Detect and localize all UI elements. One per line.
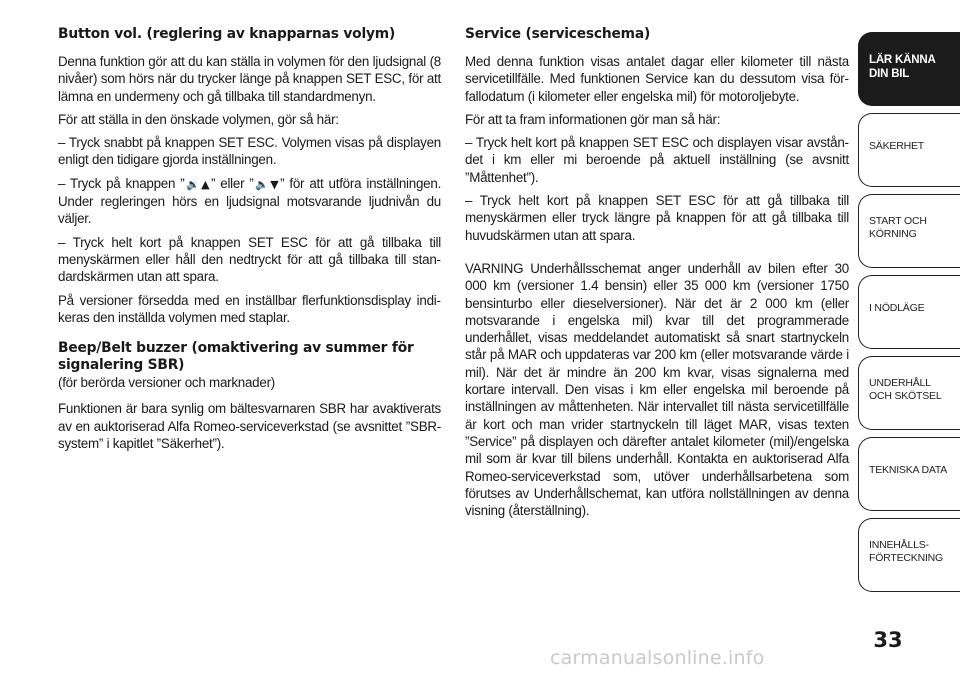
right-column (465, 26, 849, 525)
paragraph: – Tryck helt kort på knappen SET ESC och displayen visar avståndet i km eller mi beroende på aktuell inställning (se avsnitt ”Måttenhet”). (465, 135, 849, 185)
heading-beep-belt-buzzer: Beep/Belt buzzer (omaktivering av summer för signalering SBR) (58, 340, 414, 374)
tab-label: START OCH KÖRNING (869, 215, 927, 240)
text-fragment: ” för att utföra inställningen. Under regleringen hörs en ljudsignal motsvarande ljudnivån du väljer. (58, 175, 442, 227)
tab-label: LÄR KÄNNA DIN BIL (869, 54, 936, 80)
tab-underhall-och-skotsel[interactable] (858, 356, 960, 430)
tab-label: UNDERHÅLL OCH SKÖTSEL (869, 377, 942, 402)
tab-tekniska-data[interactable] (858, 437, 960, 511)
paragraph: – Tryck helt kort på knappen SET ESC för att gå tillbaka till menyskärmen eller håll den nedtryckt för att gå tillbaka till standardskärmen utan att spara. (58, 234, 441, 285)
left-column (58, 26, 441, 458)
page-number: 33 (873, 628, 903, 652)
tab-label: TEKNISKA DATA (869, 464, 948, 476)
heading-button-vol: Button vol. (reglering av knapparnas volym) (58, 26, 396, 42)
paragraph-volume-buttons (58, 175, 441, 228)
tab-i-nodlage[interactable] (858, 275, 960, 349)
paragraph: – Tryck helt kort på knappen SET ESC för att gå tillbaka till menyskärmen eller tryck längre på knappen för att gå tillbaka till huvudskärmen utan att spara. (465, 193, 849, 243)
paragraph: Funktionen är bara synlig om bältesvarnaren SBR har avaktiverats av en auktoriserad Alfa Romeo-serviceverkstad (se avsnittet ”SBR-system” i kapitlet ”Säkerhet”). (58, 401, 441, 452)
paragraph: För att ställa in den önskade volymen, gör så här: (58, 111, 339, 127)
text-fragment: ” eller ” (210, 175, 254, 191)
tab-label: SÄKERHET (869, 140, 924, 152)
tab-innehallsforteckning[interactable] (858, 518, 960, 592)
spacer (465, 250, 849, 260)
speaker-down-icon: 🔈▼ (253, 177, 281, 191)
tab-label: INNEHÅLLS- FÖRTECKNING (869, 539, 944, 564)
chapter-tabs (858, 32, 960, 599)
paragraph-warning: VARNING Underhållsschemat anger underhåll av bilen efter 30 000 km (versioner 1.4 bensin) eller 35 000 km (versioner 1750 bensinturbo eller dieselversioner). När det är 2 000 km (eller motsvarande i engelska mil) kvar till det programmerade underhållet, visas meddelandet automatiskt så snart startnyckeln står på MAR och uppdateras var 200 km (eller motsvarande värde i mil). När det är mindre än 200 km kvar, visas signalerna med kortare intervall. Den visas i km eller engelska mil beroende på inställningen av måttenheten. När intervallet till nästa servicetillfälle är kort och man vrider startnyckeln till läget MAR, visas texten ”Service” på displayen och därefter antalet kilometer (mil)/engelska mil som är kvar till bilens underhåll. Kontakta en auktoriserad Alfa Romeo-serviceverkstad som, utöver underhållsarbetena som förutses av Underhållschemat, kan utföra nollställningen av denna visning (återställning). (465, 260, 849, 519)
paragraph: Med denna funktion visas antalet dagar eller kilometer till nästa servicetillfälle. Med funktionen Service kan du dessutom visa förfallodatum (i kilometer eller engelska mil) för motoroljebyte. (465, 54, 849, 104)
paragraph: Denna funktion gör att du kan ställa in volymen för den ljudsignal (8 nivåer) som hörs när du trycker länge på knappen SET ESC, för att lämna en undermeny och gå tillbaka till standardmenyn. (58, 54, 441, 104)
paragraph: För att ta fram informationen gör man så här: (465, 111, 721, 127)
heading-service: Service (serviceschema) (465, 26, 651, 42)
subheading: (för berörda versioner och marknader) (58, 375, 275, 391)
tab-sakerhet[interactable] (858, 113, 960, 187)
watermark: carmanualsonline.info (550, 647, 765, 669)
tab-lar-kanna-din-bil[interactable] (858, 32, 960, 106)
tab-label: I NÖDLÄGE (869, 302, 925, 314)
paragraph: – Tryck snabbt på knappen SET ESC. Volymen visas på displayen enligt den tidigare gjorda inställningen. (58, 135, 441, 168)
tab-start-och-korning[interactable] (858, 194, 960, 268)
text-fragment: – Tryck på knappen ” (58, 175, 185, 191)
speaker-up-icon: 🔉▲ (184, 177, 211, 191)
paragraph: På versioner försedda med en inställbar flerfunktionsdisplay indikeras den inställda volymen med staplar. (58, 292, 441, 325)
